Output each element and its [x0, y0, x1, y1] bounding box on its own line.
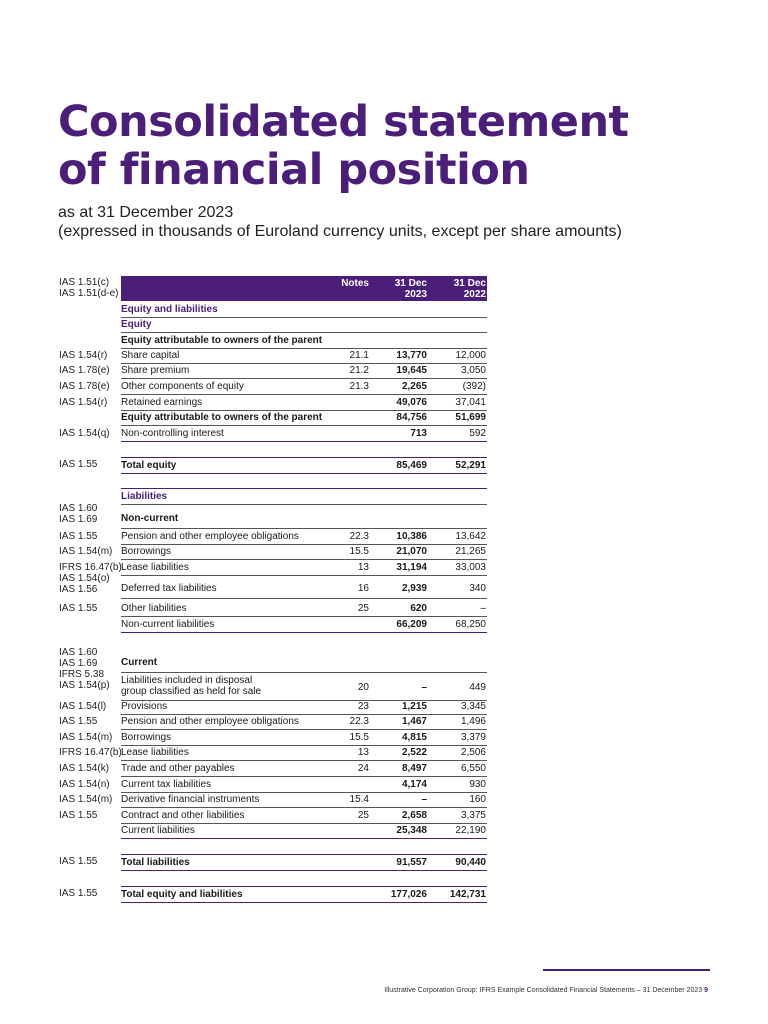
row-note: 15.5	[349, 546, 369, 557]
row-note: 21.2	[349, 365, 369, 376]
row-reference: IAS 1.55	[59, 888, 98, 899]
table-row	[121, 508, 487, 529]
row-value-2023: 4,815	[401, 732, 427, 743]
row-reference: IAS 1.54(r)	[59, 397, 108, 408]
row-value-2022: 3,375	[460, 810, 486, 821]
row-value-2022: 2,506	[460, 747, 486, 758]
row-reference: IAS 1.60 IAS 1.69	[59, 647, 98, 669]
table-row	[121, 488, 487, 505]
row-label: Pension and other employee obligations	[121, 716, 299, 727]
row-value-2022: 22,190	[455, 825, 486, 836]
row-note: 23	[357, 701, 369, 712]
header-ref-text: IAS 1.51(c) IAS 1.51(d-e)	[59, 277, 119, 299]
table-row	[121, 333, 487, 349]
row-value-2022: 33,003	[455, 562, 486, 573]
row-label: Pension and other employee obligations	[121, 531, 299, 542]
title-line-2: of financial position	[58, 145, 530, 195]
table-row	[121, 823, 487, 839]
table-row	[121, 410, 487, 426]
row-value-2022: 68,250	[455, 619, 486, 630]
row-label: Equity	[121, 319, 152, 330]
row-label: Deferred tax liabilities	[121, 582, 217, 594]
row-label: Borrowings	[121, 732, 172, 743]
row-label: Total liabilities	[121, 857, 190, 868]
footer-rule	[543, 969, 710, 971]
row-value-2023: 1,467	[401, 716, 427, 727]
table-row	[121, 617, 487, 633]
row-value-2022: 930	[469, 779, 486, 790]
row-label: Trade and other payables	[121, 763, 235, 774]
row-reference: IAS 1.54(m)	[59, 794, 113, 805]
row-value-2022: 52,291	[455, 460, 486, 471]
row-value-2023: 85,469	[396, 460, 427, 471]
row-value-2023: 66,209	[396, 619, 427, 630]
page-footer	[384, 987, 708, 994]
row-reference: IAS 1.55	[59, 810, 98, 821]
page-number: 9	[704, 987, 708, 994]
row-value-2022: 3,050	[460, 365, 486, 376]
table-row	[121, 699, 487, 715]
subtitle-date: as at 31 December 2023	[58, 204, 234, 221]
col-2023-header: 31 Dec 2023	[394, 278, 427, 300]
row-reference: IAS 1.78(e)	[59, 381, 110, 392]
row-reference: IAS 1.54(n)	[59, 779, 110, 790]
row-label: Equity attributable to owners of the parent	[121, 335, 323, 346]
row-value-2022: 449	[469, 681, 486, 693]
table-row	[121, 652, 487, 673]
row-reference: IAS 1.55	[59, 531, 98, 542]
row-value-2022: 13,642	[455, 531, 486, 542]
row-value-2022: 12,000	[455, 350, 486, 361]
table-row	[121, 730, 487, 746]
table-header	[121, 276, 487, 301]
row-reference: IAS 1.60 IAS 1.69	[59, 503, 98, 525]
table-row	[121, 792, 487, 808]
table-row	[121, 457, 487, 474]
row-note: 15.5	[349, 732, 369, 743]
row-value-2023: 2,522	[401, 747, 427, 758]
row-value-2023: –	[421, 794, 427, 805]
table-row	[121, 560, 487, 576]
row-value-2023: 25,348	[396, 825, 427, 836]
row-label: Equity and liabilities	[121, 304, 218, 315]
row-reference: IAS 1.54(k)	[59, 763, 110, 774]
table-row	[121, 886, 487, 903]
row-label: Total equity and liabilities	[121, 889, 243, 900]
row-note: 15.4	[349, 794, 369, 805]
col-2022-header: 31 Dec 2022	[453, 278, 486, 300]
row-value-2023: 49,076	[396, 397, 427, 408]
row-value-2023: 2,265	[401, 381, 427, 392]
table-row	[121, 302, 487, 318]
row-note: 22.3	[349, 716, 369, 727]
row-value-2023: 19,645	[396, 365, 427, 376]
row-value-2023: 31,194	[396, 562, 427, 573]
row-value-2023: 1,215	[401, 701, 427, 712]
row-value-2022: 3,379	[460, 732, 486, 743]
row-value-2022: –	[480, 603, 486, 614]
row-label: Liabilities	[121, 491, 168, 502]
row-note: 24	[357, 763, 369, 774]
table-row	[121, 777, 487, 793]
row-note: 22.3	[349, 531, 369, 542]
row-note: 16	[357, 582, 369, 594]
row-value-2023: 620	[410, 603, 427, 614]
table-row	[121, 761, 487, 777]
row-value-2022: 6,550	[460, 763, 486, 774]
row-note: 13	[357, 562, 369, 573]
header-reference	[59, 277, 118, 299]
row-note: 21.3	[349, 381, 369, 392]
row-value-2022: 592	[469, 428, 486, 439]
row-reference: IAS 1.55	[59, 459, 98, 470]
table-row	[121, 808, 487, 824]
row-label: Lease liabilities	[121, 747, 189, 758]
row-value-2023: 177,026	[390, 889, 427, 900]
row-reference: IFRS 16.47(b)	[59, 562, 122, 573]
table-row	[121, 578, 487, 599]
table-row	[121, 395, 487, 411]
row-reference: IAS 1.54(l)	[59, 701, 107, 712]
footer-text: Illustrative Corporation Group: IFRS Example Consolidated Financial Statements – 31 December 2023	[384, 987, 703, 994]
row-reference: IAS 1.54(q)	[59, 428, 110, 439]
row-value-2023: 84,756	[396, 412, 427, 423]
table-row	[121, 348, 487, 364]
row-label: Non-current liabilities	[121, 619, 215, 630]
row-reference: IFRS 16.47(b)	[59, 747, 122, 758]
row-label: Contract and other liabilities	[121, 810, 245, 821]
row-reference: IAS 1.55	[59, 603, 98, 614]
row-note: 21.1	[349, 350, 369, 361]
row-value-2022: 37,041	[455, 397, 486, 408]
row-reference: IAS 1.54(m)	[59, 732, 113, 743]
row-label: Current liabilities	[121, 825, 195, 836]
row-note: 20	[357, 681, 369, 693]
row-value-2022: 340	[469, 582, 486, 594]
table-row	[121, 745, 487, 761]
row-value-2023: 4,174	[401, 779, 427, 790]
row-value-2022: 21,265	[455, 546, 486, 557]
row-label: Provisions	[121, 701, 168, 712]
table-row	[121, 379, 487, 395]
row-value-2022: 90,440	[455, 857, 486, 868]
row-reference: IFRS 5.38 IAS 1.54(p)	[59, 669, 110, 691]
row-label: Borrowings	[121, 546, 172, 557]
row-value-2023: 2,658	[401, 810, 427, 821]
row-note: 25	[357, 810, 369, 821]
row-label: Non-current	[121, 512, 179, 524]
table-row	[121, 544, 487, 560]
row-value-2023: –	[421, 681, 427, 693]
row-label: Share capital	[121, 350, 180, 361]
table-row	[121, 529, 487, 545]
row-reference: IAS 1.54(o) IAS 1.56	[59, 573, 110, 595]
row-label: Retained earnings	[121, 397, 203, 408]
row-value-2023: 91,557	[396, 857, 427, 868]
row-label: Other components of equity	[121, 381, 244, 392]
table-row	[121, 426, 487, 442]
row-value-2023: 10,386	[396, 531, 427, 542]
row-note: 13	[357, 747, 369, 758]
row-value-2023: 2,939	[401, 582, 427, 594]
row-note: 25	[357, 603, 369, 614]
table-row	[121, 363, 487, 379]
subtitle-units: (expressed in thousands of Euroland currency units, except per share amounts)	[58, 223, 622, 240]
row-value-2023: 8,497	[401, 763, 427, 774]
row-label: Total equity	[121, 460, 177, 471]
row-value-2022: 1,496	[460, 716, 486, 727]
row-label: Non-controlling interest	[121, 428, 224, 439]
row-value-2022: 160	[469, 794, 486, 805]
page-title	[58, 98, 629, 194]
row-value-2022: 3,345	[460, 701, 486, 712]
table-row	[121, 601, 487, 617]
row-value-2022: 51,699	[455, 412, 486, 423]
table-row	[121, 854, 487, 871]
row-reference: IAS 1.78(e)	[59, 365, 110, 376]
row-label: Other liabilities	[121, 603, 187, 614]
table-row	[121, 317, 487, 333]
row-reference: IAS 1.55	[59, 856, 98, 867]
notes-header: Notes	[341, 278, 369, 289]
row-label: Liabilities included in disposal group classified as held for sale	[121, 675, 262, 697]
table-row	[121, 714, 487, 730]
row-value-2022: (392)	[462, 381, 486, 392]
row-label: Equity attributable to owners of the parent	[121, 412, 323, 423]
row-label: Share premium	[121, 365, 190, 376]
row-reference: IAS 1.55	[59, 716, 98, 727]
table-row	[121, 674, 487, 701]
row-value-2023: 713	[410, 428, 427, 439]
row-label: Derivative financial instruments	[121, 794, 260, 805]
row-reference: IAS 1.54(r)	[59, 350, 108, 361]
row-label: Current	[121, 656, 158, 668]
row-label: Lease liabilities	[121, 562, 189, 573]
row-label: Current tax liabilities	[121, 779, 212, 790]
row-value-2022: 142,731	[449, 889, 486, 900]
row-value-2023: 21,070	[396, 546, 427, 557]
row-reference: IAS 1.54(m)	[59, 546, 113, 557]
row-value-2023: 13,770	[396, 350, 427, 361]
title-line-1: Consolidated statement	[58, 97, 629, 147]
